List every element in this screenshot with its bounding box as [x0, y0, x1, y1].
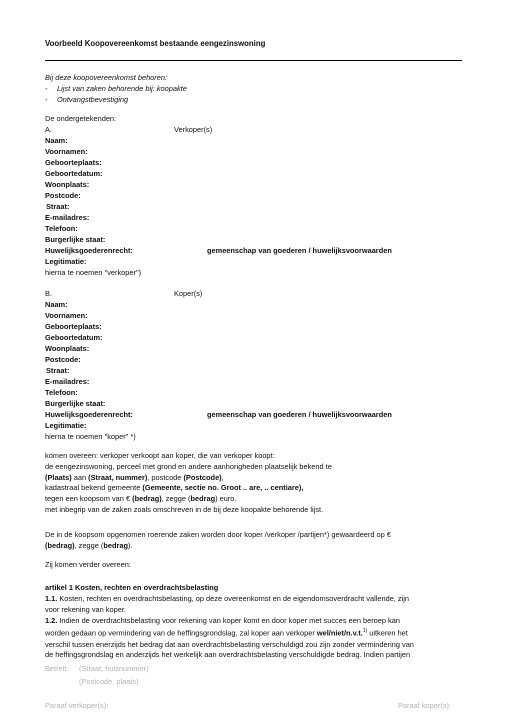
- movables-line: [45, 541, 460, 552]
- placeholder-postcode: (Postcode): [183, 472, 222, 482]
- field-label: Telefoon:: [45, 224, 78, 233]
- field-label: Geboortedatum:: [45, 169, 103, 178]
- movables-text: , zegge (: [74, 540, 104, 550]
- article-line: verschil tussen enerzijds het bedrag dat aan overdrachtsbelasting verschuldigd zou zijn zonder vermindering van: [45, 639, 414, 649]
- article-1-body: [45, 594, 460, 661]
- party-b-role: Koper(s): [174, 289, 203, 298]
- article-line: voor rekening van koper.: [45, 604, 126, 614]
- placeholder-gemeente: (Gemeente, sectie no. Groot .. are, .. centiare): [142, 483, 302, 493]
- agreement-line: met inbegrip van de zaken zoals omschreven in de bij deze koopakte behorende lijst.: [45, 504, 324, 514]
- attachment-item: [45, 95, 129, 106]
- option-choice: wel/niet/n.v.t.: [316, 628, 363, 638]
- marital-regime-value: gemeenschap van goederen / huwelijksvoorwaarden: [207, 410, 392, 419]
- agreement-line: [45, 483, 460, 494]
- footer-betreft-label: Betreft:: [45, 664, 69, 673]
- footer-paraaf-buyer: Paraaf koper(s):: [398, 701, 451, 710]
- marital-regime-value: gemeenschap van goederen / huwelijksvoorwaarden: [207, 246, 392, 255]
- footer-address-postcode: (Postcode, plaats): [79, 677, 139, 686]
- article-text: worden gedaan op vermindering van de heffingsgrondslag, zal koper aan verkoper: [45, 628, 317, 638]
- placeholder-bedrag: (bedrag): [45, 540, 75, 550]
- agreement-line: [45, 473, 460, 484]
- placeholder-bedrag-words: bedrag: [103, 540, 128, 550]
- article-line: [45, 594, 460, 605]
- article-line: [45, 616, 460, 627]
- agreement-text: ,: [221, 472, 224, 482]
- document-title: Voorbeeld Koopovereenkomst bestaande eengezinswoning: [45, 39, 266, 48]
- field-label: Straat:: [46, 366, 70, 375]
- field-label: Voornamen:: [45, 147, 88, 156]
- further-agreement: Zij komen verder overeen:: [45, 560, 131, 569]
- field-label: Burgerlijke staat:: [45, 399, 106, 408]
- agreement-line: [45, 494, 460, 505]
- field-label: Woonplaats:: [45, 180, 90, 189]
- field-label: E-mailadres:: [45, 377, 90, 386]
- field-label: Geboorteplaats:: [45, 322, 102, 331]
- footer-paraaf-seller: Paraaf verkoper(s):: [45, 701, 109, 710]
- article-line: [45, 626, 460, 639]
- field-label: Legitimatie:: [45, 257, 87, 266]
- footnote-ref: 1): [362, 628, 368, 635]
- party-footer: hierna te noemen "koper" *): [45, 432, 136, 441]
- field-label: Straat:: [46, 202, 70, 211]
- article-line: de heffingsgrondslag en anderzijds het werkelijk aan overdrachtsbelasting verschuldigde bedrag. Indien partijen: [45, 650, 411, 660]
- field-label: Legitimatie:: [45, 421, 87, 430]
- agreement-line: komen overeen: verkoper verkoopt aan koper, die van verkoper koopt:: [45, 451, 275, 460]
- party-a-role: Verkoper(s): [174, 125, 213, 134]
- article-text: Kosten, rechten en overdrachtsbelasting, op deze overeenkomst en de eigendomsoverdracht vallende, zijn: [57, 594, 410, 603]
- movables-text: ).: [127, 540, 133, 550]
- field-label: Huwelijksgoederenrecht:: [45, 410, 133, 419]
- movables-paragraph: [45, 530, 460, 552]
- title-divider: [45, 60, 462, 61]
- attachment-text: Lijst van zaken behorende bij: koopakte: [57, 84, 187, 93]
- movables-line: De in de koopsom opgenomen roerende zaken worden door koper /verkoper /partijen*) gewaardeerd op €: [45, 530, 391, 539]
- field-label: Telefoon:: [45, 388, 78, 397]
- attachment-item: [45, 84, 187, 95]
- agreement-line: de eengezinswoning, perceel met grond en andere aanhorigheden plaatselijk bekend te: [45, 461, 332, 471]
- attachment-bullet: -: [45, 84, 48, 93]
- clause-number: 1.2.: [45, 615, 58, 625]
- field-label: Geboorteplaats:: [45, 158, 102, 167]
- footer-address-street: (Straat, huisnummer): [79, 664, 149, 673]
- agreement-paragraph: [45, 451, 460, 516]
- field-label: Burgerlijke staat:: [45, 235, 106, 244]
- placeholder-plaats: (Plaats): [45, 472, 72, 482]
- field-label: Naam:: [45, 136, 68, 145]
- placeholder-bedrag-words: bedrag: [190, 494, 216, 504]
- placeholder-straat: (Straat, nummer): [88, 472, 148, 482]
- agreement-text: kadastraal bekend gemeente: [45, 483, 143, 493]
- agreement-text: aan: [71, 472, 89, 482]
- article-text: uitkeren het: [367, 628, 408, 638]
- article-1-heading: artikel 1 Kosten, rechten en overdrachtsbelasting: [45, 583, 219, 592]
- undersigned-label: De ondergetekenden:: [45, 114, 117, 123]
- attachment-text: Ontvangstbevestiging: [57, 95, 129, 104]
- article-text: Indien de overdrachtsbelasting voor rekening van koper komt en door koper met succes een beroep kan: [57, 615, 400, 625]
- field-label: Huwelijksgoederenrecht:: [45, 246, 133, 255]
- field-label: Naam:: [45, 300, 68, 309]
- agreement-text: , zegge (: [161, 494, 191, 504]
- party-footer: hierna te noemen "verkoper"): [45, 268, 142, 277]
- attachments-heading: Bij deze koopovereenkomst behoren:: [45, 73, 168, 82]
- party-b-letter: B.: [45, 289, 52, 298]
- field-label: Geboortedatum:: [45, 333, 103, 342]
- agreement-text: ) euro.: [215, 494, 237, 504]
- placeholder-bedrag: (bedrag): [132, 494, 162, 504]
- field-label: E-mailadres:: [45, 213, 90, 222]
- field-label: Woonplaats:: [45, 344, 90, 353]
- field-label: Postcode:: [45, 355, 81, 364]
- field-label: Postcode:: [45, 191, 81, 200]
- attachment-bullet: -: [45, 95, 48, 104]
- agreement-text: ,: [301, 483, 304, 493]
- agreement-text: tegen een koopsom van €: [45, 494, 133, 504]
- party-a-letter: A.: [45, 125, 52, 134]
- agreement-text: , postcode: [147, 472, 184, 482]
- field-label: Voornamen:: [45, 311, 88, 320]
- clause-number: 1.1.: [45, 594, 58, 603]
